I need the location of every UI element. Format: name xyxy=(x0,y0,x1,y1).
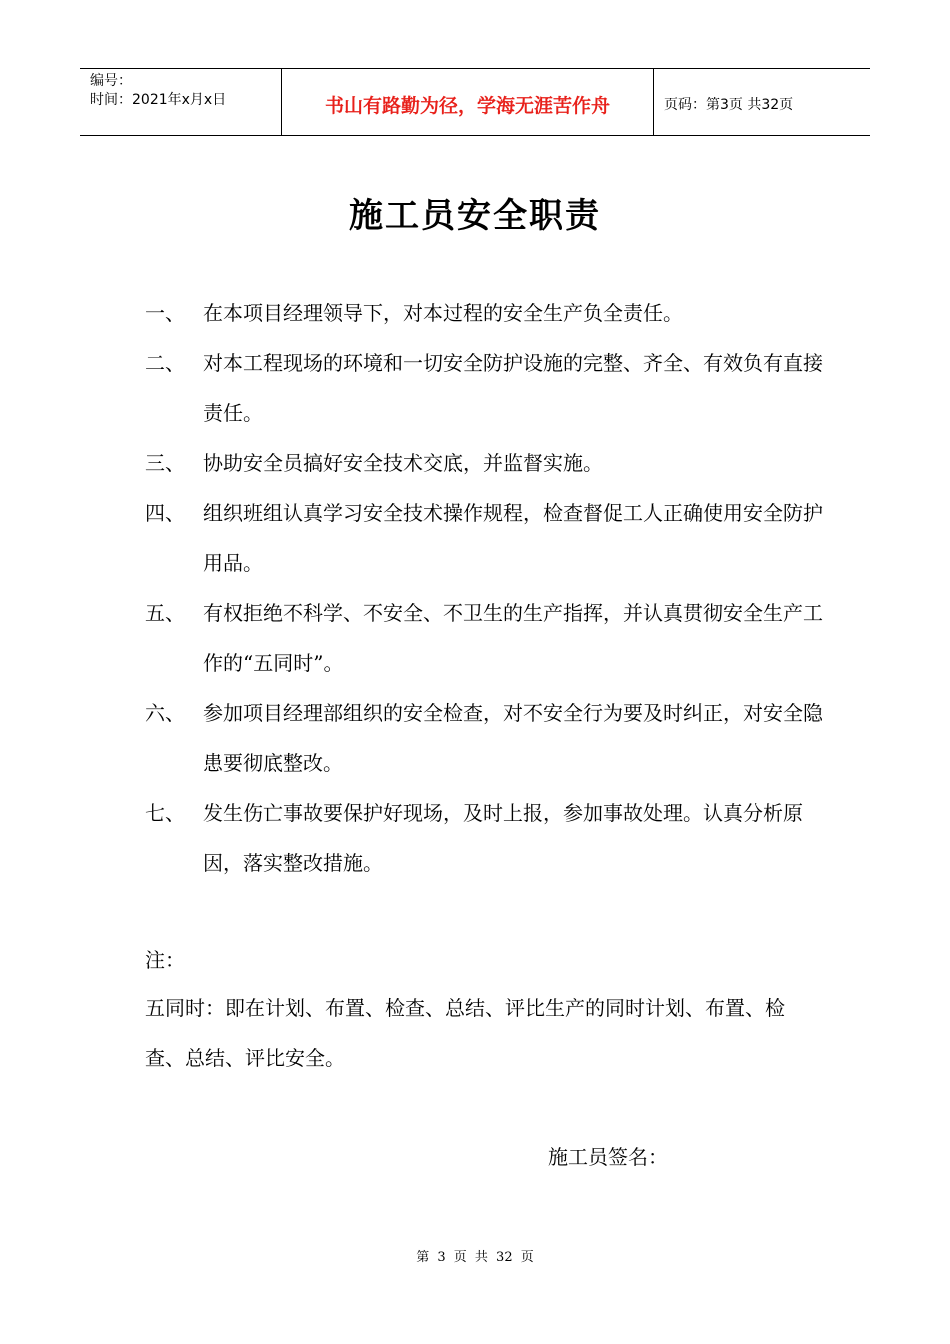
item-number: 二、 xyxy=(145,351,185,375)
item-number: 一、 xyxy=(145,301,185,325)
header-motto: 书山有路勤为径，学海无涯苦作舟 xyxy=(282,69,654,135)
item-text: 有权拒绝不科学、不安全、不卫生的生产指挥，并认真贯彻安全生产工作的“五同时”。 xyxy=(203,601,823,675)
list-item xyxy=(145,288,825,338)
item-number: 七、 xyxy=(145,801,185,825)
note-label: 注： xyxy=(145,948,185,972)
document-header xyxy=(80,68,870,136)
signature-label: 施工员签名： xyxy=(548,1145,668,1169)
item-text: 协助安全员搞好安全技术交底，并监督实施。 xyxy=(203,451,603,475)
list-item xyxy=(145,338,825,438)
duty-list xyxy=(145,288,825,888)
item-text: 组织班组认真学习安全技术操作规程，检查督促工人正确使用安全防护用品。 xyxy=(203,501,823,575)
item-number: 五、 xyxy=(145,601,185,625)
list-item xyxy=(145,788,825,888)
list-item xyxy=(145,438,825,488)
header-meta-cell xyxy=(80,69,282,135)
time-label: 时间：2021年x月x日 xyxy=(90,92,227,108)
item-number: 六、 xyxy=(145,701,185,725)
item-text: 参加项目经理部组织的安全检查，对不安全行为要及时纠正，对安全隐患要彻底整改。 xyxy=(203,701,823,775)
item-text: 在本项目经理领导下，对本过程的安全生产负全责任。 xyxy=(203,301,683,325)
list-item xyxy=(145,588,825,688)
page-footer: 第 3 页 共 32 页 xyxy=(416,1250,534,1265)
item-number: 三、 xyxy=(145,451,185,475)
list-item xyxy=(145,688,825,788)
header-page-code: 页码：第3页 共32页 xyxy=(664,97,794,113)
list-item xyxy=(145,488,825,588)
item-text: 发生伤亡事故要保护好现场，及时上报，参加事故处理。认真分析原因，落实整改措施。 xyxy=(203,801,803,875)
number-label: 编号： xyxy=(90,73,132,89)
note-text: 五同时：即在计划、布置、检查、总结、评比生产的同时计划、布置、检查、总结、评比安全。 xyxy=(145,996,785,1070)
document-title: 施工员安全职责 xyxy=(349,196,601,236)
item-text: 对本工程现场的环境和一切安全防护设施的完整、齐全、有效负有直接责任。 xyxy=(203,351,823,425)
item-number: 四、 xyxy=(145,501,185,525)
